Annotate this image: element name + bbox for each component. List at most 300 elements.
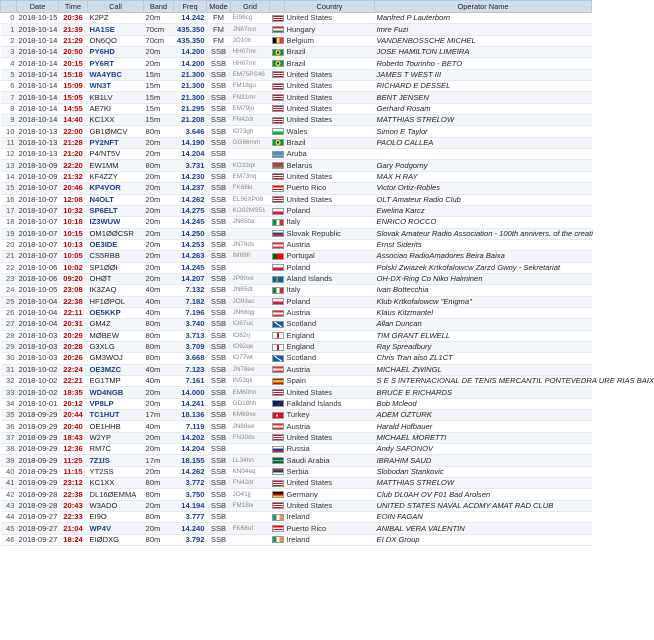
qso-date: 2018-09-29 — [18, 466, 58, 476]
col-header-index[interactable] — [1, 1, 17, 13]
operator-name: PAOLO CALLEA — [375, 137, 592, 148]
qso-date: 2018-09-28 — [18, 489, 58, 499]
qso-frequency: 3.750 — [174, 489, 207, 500]
table-row[interactable] — [1, 376, 592, 387]
flag-cell — [270, 149, 285, 160]
qso-band: 20m — [144, 466, 174, 477]
flag-cell — [270, 478, 285, 489]
col-header-band[interactable]: Band — [144, 1, 174, 13]
col-header-freq[interactable]: Freq — [174, 1, 207, 13]
row-index: 12 — [1, 149, 17, 160]
table-row[interactable] — [1, 228, 592, 239]
callsign-link[interactable]: WP4V — [88, 523, 144, 534]
qso-band: 40m — [144, 307, 174, 318]
country-name: Russia — [285, 444, 375, 455]
country-name: United States — [285, 92, 375, 103]
callsign-link[interactable]: OE1HHB — [88, 421, 144, 432]
table-row[interactable] — [1, 432, 592, 443]
qso-time: 15:09 — [59, 81, 88, 92]
country-name: Austria — [285, 421, 375, 432]
qso-mode: SSB — [207, 217, 231, 228]
country-flag-icon — [272, 480, 284, 487]
qso-mode: SSB — [207, 410, 231, 421]
table-row[interactable] — [1, 296, 592, 307]
qso-band: 40m — [144, 285, 174, 296]
qso-band: 80m — [144, 341, 174, 352]
callsign-link[interactable]: P4/NT5V — [88, 149, 144, 160]
row-index: 24 — [1, 285, 17, 296]
qso-band: 20m — [144, 194, 174, 205]
callsign-link[interactable]: CS5RBB — [88, 251, 144, 262]
qso-frequency: 14.262 — [174, 466, 207, 477]
qso-mode: FM — [207, 35, 231, 46]
qso-band: 80m — [144, 512, 174, 523]
table-row[interactable] — [1, 58, 592, 69]
qso-time: 22:38 — [59, 489, 88, 500]
table-row[interactable] — [1, 512, 592, 523]
operator-name: UNITED STATES NAVAL ACDMY AMAT RAD CLUB — [375, 500, 592, 511]
qso-band: 20m — [144, 500, 174, 511]
callsign-link[interactable]: WD4NGB — [88, 387, 144, 398]
grid-locator: JN87mn — [231, 24, 270, 35]
country-name: United States — [285, 432, 375, 443]
table-row[interactable] — [1, 421, 592, 432]
flag-cell — [270, 183, 285, 194]
callsign-link[interactable]: YT2SS — [88, 466, 144, 477]
flag-cell — [270, 523, 285, 534]
callsign-link[interactable]: W2YP — [88, 432, 144, 443]
qso-time: 20:12 — [59, 398, 88, 409]
row-index: 21 — [1, 251, 17, 262]
row-index: 16 — [1, 194, 17, 205]
callsign-link[interactable]: HA1SE — [88, 24, 144, 35]
table-row[interactable] — [1, 523, 592, 534]
table-row[interactable] — [1, 330, 592, 341]
qso-band: 40m — [144, 376, 174, 387]
qso-frequency: 14.253 — [174, 239, 207, 250]
callsign-link[interactable]: SP1ØØI — [88, 262, 144, 273]
country-name: United States — [285, 387, 375, 398]
qso-time: 10:15 — [59, 228, 88, 239]
callsign-link[interactable]: G3XLG — [88, 341, 144, 352]
callsign-link[interactable]: HF1ØPOL — [88, 296, 144, 307]
qso-mode: SSB — [207, 376, 231, 387]
row-index: 31 — [1, 364, 17, 375]
country-name: Brazil — [285, 47, 375, 58]
table-row[interactable] — [1, 273, 592, 284]
qso-frequency: 7.161 — [174, 376, 207, 387]
row-index: 8 — [1, 103, 17, 114]
col-header-date[interactable]: Date — [17, 1, 59, 13]
qso-frequency: 21.300 — [174, 92, 207, 103]
callsign-link[interactable]: AE7KI — [88, 103, 144, 114]
country-name: United States — [285, 500, 375, 511]
callsign-link[interactable]: SP6ELT — [88, 205, 144, 216]
callsign-link[interactable]: PY2NFT — [88, 137, 144, 148]
col-header-grid[interactable]: Grid — [231, 1, 270, 13]
operator-name: JOSE HAMILTON LIMEIRA — [375, 47, 592, 58]
callsign-link[interactable]: PY6RT — [88, 58, 144, 69]
qso-time: 23:12 — [59, 478, 88, 489]
qso-time: 22:20 — [59, 160, 88, 171]
callsign-link[interactable]: MØBEW — [88, 330, 144, 341]
table-row[interactable] — [1, 92, 592, 103]
grid-locator: IO82rj — [231, 330, 270, 341]
table-row[interactable] — [1, 24, 592, 35]
table-row[interactable] — [1, 534, 592, 545]
qso-mode: SSB — [207, 160, 231, 171]
qso-date: 2018-09-29 — [18, 444, 58, 454]
callsign-link[interactable]: ON6QO — [88, 35, 144, 46]
col-header-time[interactable]: Time — [59, 1, 88, 13]
operator-name: ADEM OZTURK — [375, 410, 592, 421]
operator-name: RICHARD E DESSEL — [375, 81, 592, 92]
operator-name: ANIBAL VERA VALENTIN — [375, 523, 592, 534]
callsign-link[interactable]: GB1ØMCV — [88, 126, 144, 137]
qso-frequency: 14.262 — [174, 194, 207, 205]
qso-time: 18:24 — [59, 534, 88, 545]
flag-cell — [270, 296, 285, 307]
callsign-link[interactable]: N4OLT — [88, 194, 144, 205]
country-name: Italy — [285, 285, 375, 296]
qso-frequency: 3.792 — [174, 534, 207, 545]
flag-cell — [270, 432, 285, 443]
grid-locator: HH07mr — [231, 58, 270, 69]
qso-frequency: 3.709 — [174, 341, 207, 352]
callsign-link[interactable]: IK3ZAQ — [88, 285, 144, 296]
callsign-link[interactable]: KC1XX — [88, 115, 144, 126]
row-index: 45 — [1, 523, 17, 534]
grid-locator: JN65dt — [231, 285, 270, 296]
table-row[interactable] — [1, 307, 592, 318]
country-name: England — [285, 330, 375, 341]
qso-frequency: 18.136 — [174, 410, 207, 421]
callsign-link[interactable]: EIØDXG — [88, 534, 144, 545]
flag-cell — [270, 330, 285, 341]
qso-date: 2018-10-14 — [18, 115, 58, 125]
grid-locator — [231, 512, 270, 523]
table-row[interactable] — [1, 285, 592, 296]
grid-locator: JN78ds — [231, 239, 270, 250]
qso-mode: SSB — [207, 228, 231, 239]
qso-time: 21:28 — [59, 137, 88, 148]
operator-name: JAMES T WEST III — [375, 69, 592, 80]
table-row[interactable] — [1, 205, 592, 216]
qso-band: 20m — [144, 58, 174, 69]
qso-date: 2018-09-29 — [18, 410, 58, 420]
callsign-link[interactable]: EG1TMP — [88, 376, 144, 387]
qso-frequency: 14.240 — [174, 523, 207, 534]
col-header-operator[interactable]: Operator Name — [375, 1, 592, 13]
qso-band: 15m — [144, 103, 174, 114]
operator-name: OH-DX-Ring Co Niko Halminen — [375, 273, 592, 284]
qso-date: 2018-10-15 — [18, 13, 58, 23]
callsign-link[interactable]: OM1ØØCSR — [88, 228, 144, 239]
qso-frequency: 21.300 — [174, 69, 207, 80]
flag-cell — [270, 126, 285, 137]
table-row[interactable] — [1, 35, 592, 46]
callsign-link[interactable]: KB1LV — [88, 92, 144, 103]
country-flag-icon — [272, 60, 284, 67]
qso-mode: SSB — [207, 239, 231, 250]
qso-mode: SSB — [207, 398, 231, 409]
callsign-link[interactable]: EW1MM — [88, 160, 144, 171]
grid-locator: KO02MS51 — [231, 205, 270, 216]
table-row[interactable] — [1, 353, 592, 364]
qso-frequency: 14.275 — [174, 205, 207, 216]
qso-date: 2018-09-29 — [18, 478, 58, 488]
qso-date: 2018-10-03 — [18, 342, 58, 352]
table-row[interactable] — [1, 81, 592, 92]
qso-date: 2018-10-09 — [18, 160, 58, 170]
row-index: 23 — [1, 273, 17, 284]
qso-band: 40m — [144, 364, 174, 375]
col-header-country[interactable]: Country — [285, 1, 375, 13]
country-flag-icon — [272, 128, 284, 135]
callsign-link[interactable]: OE3IDE — [88, 239, 144, 250]
operator-name: MATTHIAS STRELOW — [375, 115, 592, 126]
qso-time: 21:29 — [59, 35, 88, 46]
qso-mode: SSB — [207, 387, 231, 398]
flag-cell — [270, 500, 285, 511]
callsign-link[interactable]: GM4Z — [88, 319, 144, 330]
country-flag-icon — [272, 514, 284, 521]
qso-frequency: 21.208 — [174, 115, 207, 126]
country-name: Saudi Arabia — [285, 455, 375, 466]
qso-frequency: 3.731 — [174, 160, 207, 171]
flag-cell — [270, 47, 285, 58]
row-index: 40 — [1, 466, 17, 477]
qso-mode: FM — [207, 13, 231, 24]
table-row[interactable] — [1, 478, 592, 489]
grid-locator: FM18ix — [231, 500, 270, 511]
callsign-link[interactable]: K2PZ — [88, 13, 144, 24]
callsign-link[interactable]: DL16ØEMMA — [88, 489, 144, 500]
qso-time: 22:33 — [59, 512, 88, 523]
country-flag-icon — [272, 173, 284, 180]
qso-frequency: 14.204 — [174, 444, 207, 455]
table-row[interactable] — [1, 171, 592, 182]
operator-name: Manfred P Lauterborn — [375, 13, 592, 24]
qso-mode: SSB — [207, 421, 231, 432]
grid-locator: EM75PS46 — [231, 69, 270, 80]
qso-band: 80m — [144, 489, 174, 500]
callsign-link[interactable]: OE5KKP — [88, 307, 144, 318]
country-name: Italy — [285, 217, 375, 228]
country-flag-icon — [272, 332, 284, 339]
callsign-link[interactable]: 7Z1IS — [88, 455, 144, 466]
table-row[interactable] — [1, 217, 592, 228]
qso-mode: SSB — [207, 523, 231, 534]
flag-cell — [270, 421, 285, 432]
qso-mode: SSB — [207, 285, 231, 296]
qso-date: 2018-10-02 — [18, 387, 58, 397]
callsign-link[interactable]: W3ADO — [88, 500, 144, 511]
row-index: 28 — [1, 330, 17, 341]
qso-frequency: 14.190 — [174, 137, 207, 148]
table-row[interactable] — [1, 251, 592, 262]
table-row[interactable] — [1, 387, 592, 398]
table-row[interactable] — [1, 319, 592, 330]
operator-name: Andy SAFONOV — [375, 444, 592, 455]
qso-band: 15m — [144, 69, 174, 80]
table-row[interactable] — [1, 13, 592, 24]
qso-time: 10:13 — [59, 239, 88, 250]
flag-cell — [270, 285, 285, 296]
qso-frequency: 21.300 — [174, 81, 207, 92]
qso-frequency: 7.123 — [174, 364, 207, 375]
qso-band: 15m — [144, 92, 174, 103]
table-row[interactable] — [1, 455, 592, 466]
callsign-link[interactable]: VP8LP — [88, 398, 144, 409]
table-row[interactable] — [1, 489, 592, 500]
row-index: 4 — [1, 58, 17, 69]
table-row[interactable] — [1, 444, 592, 455]
flag-cell — [270, 410, 285, 421]
qso-mode: SSB — [207, 47, 231, 58]
qso-time: 18:35 — [59, 387, 88, 398]
table-header — [1, 1, 592, 13]
table-row[interactable] — [1, 137, 592, 148]
flag-cell — [270, 205, 285, 216]
table-row[interactable] — [1, 194, 592, 205]
qso-frequency: 7.196 — [174, 307, 207, 318]
grid-locator: FM18gu — [231, 81, 270, 92]
qso-frequency: 14.242 — [174, 13, 207, 24]
qso-mode: SSB — [207, 58, 231, 69]
table-row[interactable] — [1, 126, 592, 137]
callsign-link[interactable]: OE3MZC — [88, 364, 144, 375]
qso-frequency: 14.237 — [174, 183, 207, 194]
qso-time: 15:18 — [59, 69, 88, 80]
callsign-link[interactable]: WN3T — [88, 81, 144, 92]
qso-mode: SSB — [207, 183, 231, 194]
grid-locator: GG66mm — [231, 137, 270, 148]
row-index: 38 — [1, 444, 17, 455]
table-row[interactable] — [1, 466, 592, 477]
row-index: 35 — [1, 410, 17, 421]
operator-name: Imre Fuzi — [375, 24, 592, 35]
qso-time: 10:02 — [59, 262, 88, 273]
callsign-link[interactable]: OHØT — [88, 273, 144, 284]
qso-mode: SSB — [207, 92, 231, 103]
grid-locator: FN31mr — [231, 92, 270, 103]
operator-name: MICHAEL MORETTI — [375, 432, 592, 443]
table-row[interactable] — [1, 103, 592, 114]
qso-mode: SSB — [207, 126, 231, 137]
qso-band: 20m — [144, 239, 174, 250]
table-row[interactable] — [1, 398, 592, 409]
country-name: Brazil — [285, 58, 375, 69]
qso-band: 80m — [144, 534, 174, 545]
operator-name: EOIN FAGAN — [375, 512, 592, 523]
qso-date: 2018-09-27 — [18, 523, 58, 533]
operator-name: VANDENBOSSCHE MICHEL — [375, 35, 592, 46]
table-row[interactable] — [1, 47, 592, 58]
operator-name: EI DX Group — [375, 534, 592, 545]
row-index: 20 — [1, 239, 17, 250]
table-row[interactable] — [1, 160, 592, 171]
country-name: Poland — [285, 262, 375, 273]
qso-mode: SSB — [207, 534, 231, 545]
table-row[interactable] — [1, 69, 592, 80]
col-header-call[interactable]: Call — [88, 1, 144, 13]
flag-cell — [270, 466, 285, 477]
country-name: Poland — [285, 205, 375, 216]
qso-mode: SSB — [207, 307, 231, 318]
callsign-link[interactable]: WA4YBC — [88, 69, 144, 80]
callsign-link[interactable]: KF4ZZY — [88, 171, 144, 182]
operator-name: Gerhard Rosam — [375, 103, 592, 114]
flag-cell — [270, 364, 285, 375]
qso-date: 2018-10-14 — [18, 47, 58, 57]
table-row[interactable] — [1, 183, 592, 194]
country-name: Wales — [285, 126, 375, 137]
qso-time: 23:08 — [59, 285, 88, 296]
table-row[interactable] — [1, 262, 592, 273]
qso-date: 2018-10-07 — [18, 217, 58, 227]
country-name: Austria — [285, 239, 375, 250]
country-flag-icon — [272, 412, 284, 419]
qso-date: 2018-10-05 — [18, 285, 58, 295]
country-flag-icon — [272, 423, 284, 430]
qso-frequency: 435.350 — [174, 24, 207, 35]
qso-date: 2018-09-27 — [18, 512, 58, 522]
operator-name: Club DL0AH OV F01 Bad Arolsen — [375, 489, 592, 500]
operator-name: Ernst Siderits — [375, 239, 592, 250]
callsign-link[interactable]: TC1HUT — [88, 410, 144, 421]
callsign-link[interactable]: EI9O — [88, 512, 144, 523]
col-header-mode[interactable]: Mode — [207, 1, 231, 13]
callsign-link[interactable]: GM3WOJ — [88, 353, 144, 364]
country-flag-icon — [272, 287, 284, 294]
callsign-link[interactable]: KC1XX — [88, 478, 144, 489]
qso-date: 2018-10-14 — [18, 92, 58, 102]
table-row[interactable] — [1, 149, 592, 160]
qso-frequency: 18.155 — [174, 455, 207, 466]
col-header-flag[interactable] — [270, 1, 285, 13]
callsign-link[interactable]: RM7C — [88, 444, 144, 455]
table-row[interactable] — [1, 500, 592, 511]
qso-date: 2018-09-29 — [18, 455, 58, 465]
qso-band: 40m — [144, 296, 174, 307]
qso-mode: SSB — [207, 273, 231, 284]
row-index: 18 — [1, 217, 17, 228]
qso-frequency: 14.245 — [174, 217, 207, 228]
table-row[interactable] — [1, 410, 592, 421]
flag-cell — [270, 69, 285, 80]
table-row[interactable] — [1, 239, 592, 250]
country-flag-icon — [272, 446, 284, 453]
table-row[interactable] — [1, 364, 592, 375]
qso-time: 20:26 — [59, 353, 88, 364]
table-row[interactable] — [1, 341, 592, 352]
qso-mode: SSB — [207, 296, 231, 307]
qso-time: 22:21 — [59, 376, 88, 387]
grid-locator — [231, 534, 270, 545]
qso-date: 2018-10-04 — [18, 319, 58, 329]
callsign-link[interactable]: KP4VOR — [88, 183, 144, 194]
callsign-link[interactable]: PY6HD — [88, 47, 144, 58]
operator-name: IBRAHIM SAUD — [375, 455, 592, 466]
qso-time: 20:43 — [59, 500, 88, 511]
callsign-link[interactable]: IZ3WUW — [88, 217, 144, 228]
country-name: England — [285, 341, 375, 352]
flag-cell — [270, 58, 285, 69]
flag-cell — [270, 512, 285, 523]
grid-locator: JO10lr — [231, 35, 270, 46]
table-row[interactable] — [1, 115, 592, 126]
